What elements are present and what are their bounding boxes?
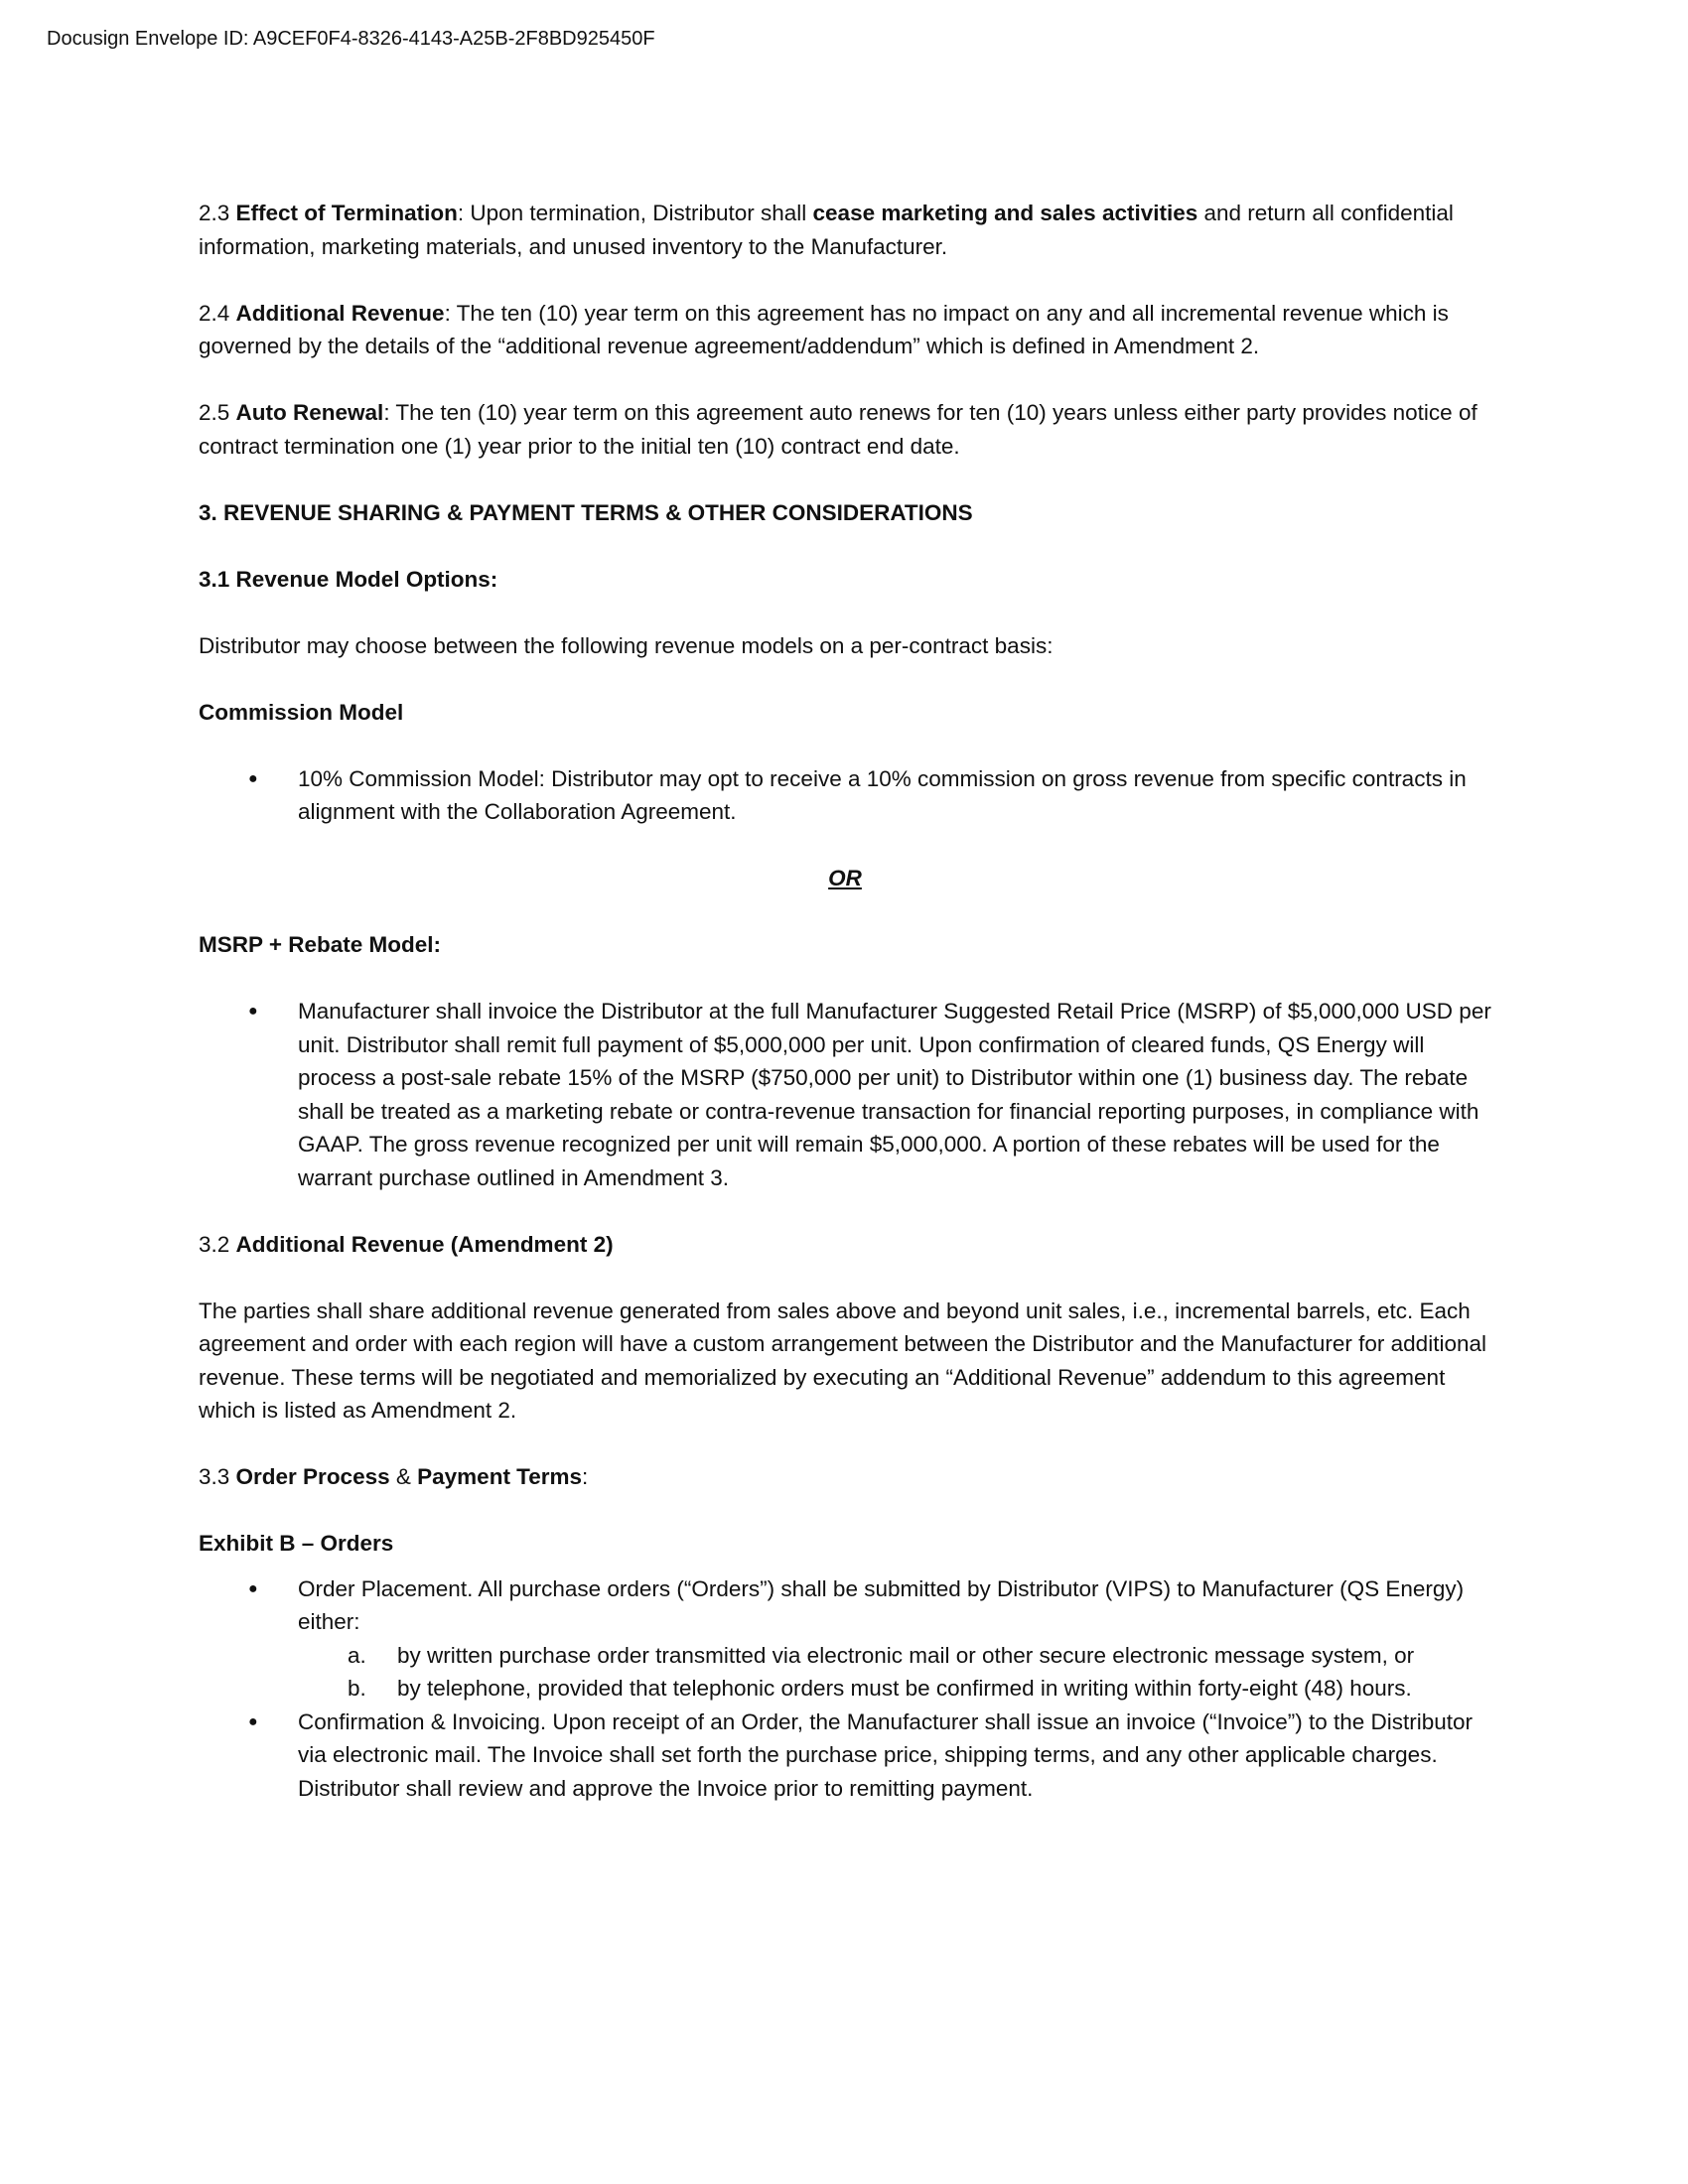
section-number: 2.3	[199, 201, 236, 225]
section-text: : Upon termination, Distributor shall	[457, 201, 813, 225]
ampersand: &	[389, 1464, 418, 1489]
section-3-2-text: The parties shall share additional revenue generated from sales above and beyond unit sales, i.e., incremental barrels, etc. Each agreement and order with each region will have a custom arrangement between the Distributor and the Manufacturer for additional revenue. These terms will be negotiated and memorialized by executing an “Additional Revenue” addendum to this agreement which is listed as Amendment 2.	[199, 1297, 1486, 1423]
commission-model-heading: Commission Model	[199, 699, 404, 725]
list-marker: b.	[348, 1676, 366, 1701]
section-3-3-heading	[199, 1460, 1499, 1494]
sub-list-item	[298, 1672, 1499, 1706]
section-title: Payment Terms	[417, 1464, 583, 1489]
sub-list-item	[298, 1639, 1499, 1673]
order-methods-list	[199, 1639, 1499, 1706]
sub-list-item-text: by telephone, provided that telephonic orders must be confirmed in writing within forty-eight (48) hours.	[397, 1676, 1412, 1701]
section-3-2-heading	[199, 1228, 1499, 1262]
list-item-text: Confirmation & Invoicing. Upon receipt of an Order, the Manufacturer shall issue an invoice (“Invoice”) to the Distributor via electronic mail. The Invoice shall set forth the purchase price, shipping terms, and any other applicable charges. Distributor shall review and approve the Invoice prior to remitting payment.	[298, 1708, 1474, 1801]
msrp-model-list	[199, 995, 1499, 1194]
section-2-5	[199, 396, 1499, 463]
section-3-1-heading: 3.1 Revenue Model Options:	[199, 566, 498, 592]
or-separator: OR	[828, 866, 862, 890]
section-title: Auto Renewal	[235, 400, 384, 425]
section-text: : The ten (10) year term on this agreement has no impact on any and all incremental revenue which is governed by the details of the “additional revenue agreement/addendum” which is defined in Amendment 2.	[199, 300, 1449, 358]
list-item: ● Manufacturer shall invoice the Distributor at the full Manufacturer Suggested Retail Price (MSRP) of $5,000,000 USD per unit. Distributor shall remit full payment of $5,000,000 per unit. Upon confirmation of cleared funds, QS Energy will process a post-sale rebate 15% of the MSRP ($750,000 per unit) to Distributor within one (1) business day. The rebate shall be treated as a marketing rebate or contra-revenue transaction for financial reporting purposes, in compliance with GAAP. The gross revenue recognized per unit will remain $5,000,000. A portion of these rebates will be used for the warrant purchase outlined in Amendment 3.	[199, 995, 1499, 1194]
orders-list	[199, 1572, 1499, 1806]
section-title: Order Process	[235, 1464, 390, 1489]
section-text: : The ten (10) year term on this agreement auto renews for ten (10) years unless either party provides notice of contract termination one (1) year prior to the initial ten (10) contract end date.	[199, 400, 1477, 459]
docusign-envelope-id: Docusign Envelope ID: A9CEF0F4-8326-4143-A25B-2F8BD925450F	[47, 28, 655, 50]
list-item-order-placement	[199, 1572, 1499, 1706]
commission-model-list	[199, 762, 1499, 829]
colon: :	[582, 1464, 589, 1489]
section-title: Effect of Termination	[235, 201, 458, 225]
list-item-confirmation-invoicing	[199, 1706, 1499, 1806]
section-2-3	[199, 197, 1499, 263]
list-item-text: Order Placement. All purchase orders (“Orders”) shall be submitted by Distributor (VIPS) to Manufacturer (QS Energy) either:	[298, 1575, 1465, 1634]
section-text: and return all confidential information, marketing materials, and unused inventory to the Manufacturer.	[199, 201, 1454, 259]
section-title: Additional Revenue	[235, 300, 445, 326]
revenue-models-intro: Distributor may choose between the following revenue models on a per-contract basis:	[199, 632, 1054, 658]
exhibit-b-heading: Exhibit B – Orders	[199, 1531, 394, 1556]
list-item: ● 10% Commission Model: Distributor may opt to receive a 10% commission on gross revenue from specific contracts in alignment with the Collaboration Agreement.	[199, 762, 1499, 829]
section-number: 2.4	[199, 300, 236, 326]
section-number: 2.5	[199, 400, 236, 425]
section-2-4	[199, 297, 1499, 363]
emphasis-phrase: cease marketing and sales activities	[812, 201, 1198, 225]
section-number: 3.3	[199, 1464, 236, 1489]
msrp-model-heading: MSRP + Rebate Model:	[199, 932, 442, 957]
section-3-heading: 3. REVENUE SHARING & PAYMENT TERMS & OTHER CONSIDERATIONS	[199, 499, 973, 525]
section-title: Additional Revenue (Amendment 2)	[235, 1231, 614, 1257]
document-page	[199, 197, 1499, 1805]
section-number: 3.2	[199, 1231, 236, 1257]
list-marker: a.	[348, 1642, 366, 1668]
sub-list-item-text: by written purchase order transmitted via electronic mail or other secure electronic message system, or	[397, 1642, 1415, 1668]
